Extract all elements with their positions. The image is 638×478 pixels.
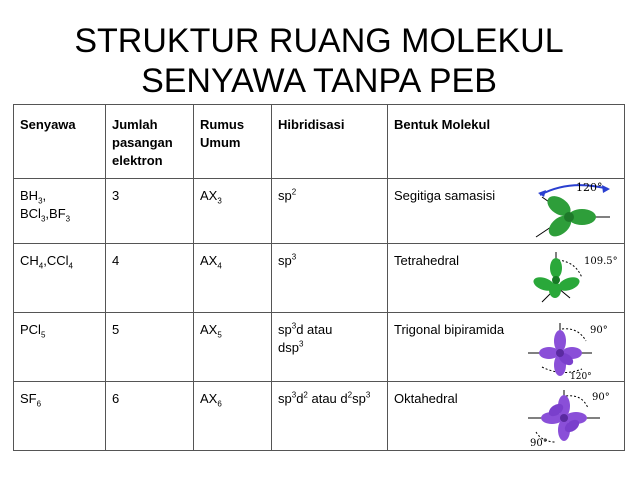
cell-hibridisasi: $sp^2$ — [272, 179, 388, 244]
cell-senyawa: PCl$_5$ — [14, 313, 106, 382]
cell-bentuk: Oktahedral 90° 90° — [388, 382, 625, 451]
cell-bentuk: Segitiga samasisi 120° — [388, 179, 625, 244]
header-senyawa: Senyawa — [14, 105, 106, 179]
table-header-row — [14, 105, 625, 179]
header-jumlah: Jumlah pasangan elektron — [106, 105, 194, 179]
cell-rumus: $AX_6$ — [194, 382, 272, 451]
octahedral-orbital-icon — [522, 388, 622, 448]
cell-rumus: $AX_5$ — [194, 313, 272, 382]
svg-text:90°: 90° — [590, 325, 608, 336]
svg-text:120°: 120° — [570, 372, 592, 379]
cell-rumus: $AX_4$ — [194, 244, 272, 313]
svg-text:109.5°: 109.5° — [584, 256, 618, 267]
table-row — [14, 244, 625, 313]
cell-hibridisasi: $sp^3d$ atau dsp$^3$ — [272, 313, 388, 382]
cell-jumlah: 5 — [106, 313, 194, 382]
table-row — [14, 382, 625, 451]
header-hibridisasi: Hibridisasi — [272, 105, 388, 179]
tetrahedral-orbital-icon — [522, 248, 622, 304]
trigonal-planar-orbital-icon — [530, 181, 622, 239]
slide-title-line2: SENYAWA TANPA PEB — [141, 62, 497, 100]
cell-senyawa: $BH_3$, $BCl_3,BF_3$ — [14, 179, 106, 244]
cell-bentuk: Trigonal bipiramida 90° 120° — [388, 313, 625, 382]
cell-rumus: $AX_3$ — [194, 179, 272, 244]
cell-bentuk: Tetrahedral 109.5° — [388, 244, 625, 313]
trigonal-bipyramidal-orbital-icon — [522, 321, 622, 379]
cell-hibridisasi: $sp^3d^2$ atau $d^2sp^3$ — [272, 382, 388, 451]
cell-senyawa: $SF_6$ — [14, 382, 106, 451]
cell-jumlah: 3 — [106, 179, 194, 244]
slide-title-line1: STRUKTUR RUANG MOLEKUL — [74, 22, 564, 60]
cell-jumlah: 6 — [106, 382, 194, 451]
svg-text:90°: 90° — [530, 438, 548, 448]
svg-text:120°: 120° — [576, 181, 603, 194]
molecular-geometry-table — [13, 104, 625, 451]
header-bentuk: Bentuk Molekul — [388, 105, 625, 179]
header-rumus: Rumus Umum — [194, 105, 272, 179]
cell-senyawa: $CH_4,CCl_4$ — [14, 244, 106, 313]
table-row — [14, 313, 625, 382]
cell-hibridisasi: $sp^3$ — [272, 244, 388, 313]
table-row — [14, 179, 625, 244]
cell-jumlah: 4 — [106, 244, 194, 313]
svg-text:90°: 90° — [592, 392, 610, 403]
